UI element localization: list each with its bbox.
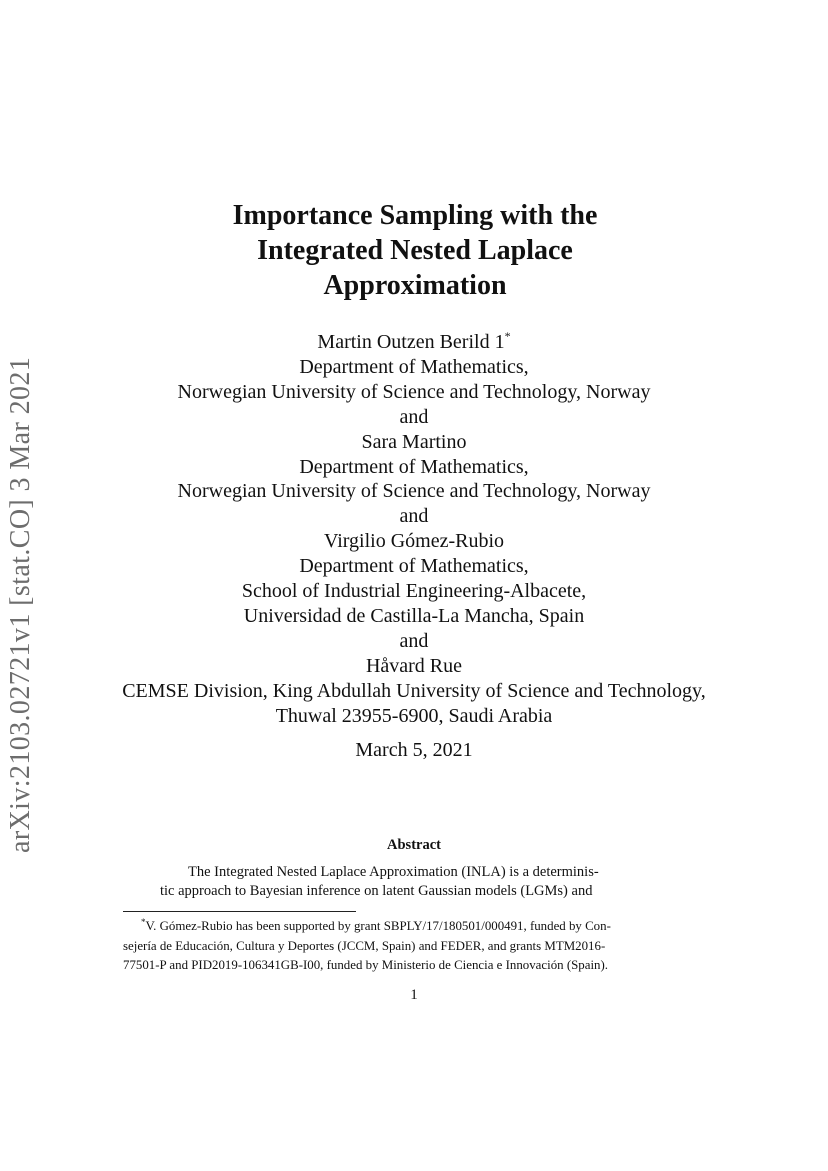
author-2-university: Norwegian University of Science and Technology, Norway	[177, 480, 651, 503]
author-3-school: School of Industrial Engineering-Albacete,	[241, 580, 587, 603]
author-1-university: Norwegian University of Science and Technology, Norway	[177, 380, 651, 403]
funding-footnote	[123, 913, 708, 976]
author-1-footnote-mark: *	[504, 329, 511, 343]
publication-date: March 5, 2021	[355, 739, 473, 761]
author-1-department: Department of Mathematics,	[299, 355, 529, 378]
abstract-heading: Abstract	[387, 837, 441, 853]
title-line-1: Importance Sampling with the	[232, 200, 598, 231]
footnote-mark: *	[141, 917, 146, 927]
author-4-name: Håvard Rue	[365, 654, 463, 677]
paper-title	[150, 198, 680, 303]
author-block	[60, 324, 768, 729]
abstract-line-2: tic approach to Bayesian inference on latent Gaussian models (LGMs) and	[160, 883, 593, 899]
footnote-line-2: sejería de Educación, Cultura y Deportes (JCCM, Spain) and FEDER, and grants MTM2016-	[123, 938, 606, 953]
title-line-2: Integrated Nested Laplace	[257, 235, 573, 266]
author-2-department: Department of Mathematics,	[299, 455, 529, 478]
abstract-body	[160, 863, 670, 901]
page-number: 1	[410, 987, 418, 1003]
author-separator-3: and	[399, 629, 429, 652]
footnote-line-3: 77501-P and PID2019-106341GB-I00, funded by Ministerio de Ciencia e Innovación (Spain).	[123, 958, 608, 972]
author-4-address: Thuwal 23955-6900, Saudi Arabia	[275, 704, 553, 727]
author-1-name: Martin Outzen Berild 1	[317, 331, 505, 353]
author-2-name: Sara Martino	[361, 430, 467, 453]
footnote-line-1	[123, 913, 708, 937]
author-1	[60, 324, 768, 355]
title-line-3: Approximation	[323, 270, 507, 301]
footnote-divider	[123, 911, 356, 912]
author-3-university: Universidad de Castilla-La Mancha, Spain	[243, 604, 585, 627]
author-separator-2: and	[399, 505, 429, 528]
author-4-university: CEMSE Division, King Abdullah University of Science and Technology,	[122, 679, 706, 702]
abstract-line-1: The Integrated Nested Laplace Approximation (INLA) is a determinis-	[188, 864, 599, 880]
author-separator-1: and	[399, 405, 429, 428]
footnote-line-1-text: V. Gómez-Rubio has been supported by grant SBPLY/17/180501/000491, funded by Con-	[145, 919, 611, 933]
author-3-name: Virgilio Gómez-Rubio	[323, 530, 505, 553]
arxiv-identifier-stamp: arXiv:2103.02721v1 [stat.CO] 3 Mar 2021	[5, 356, 36, 853]
author-3-department: Department of Mathematics,	[299, 555, 529, 578]
